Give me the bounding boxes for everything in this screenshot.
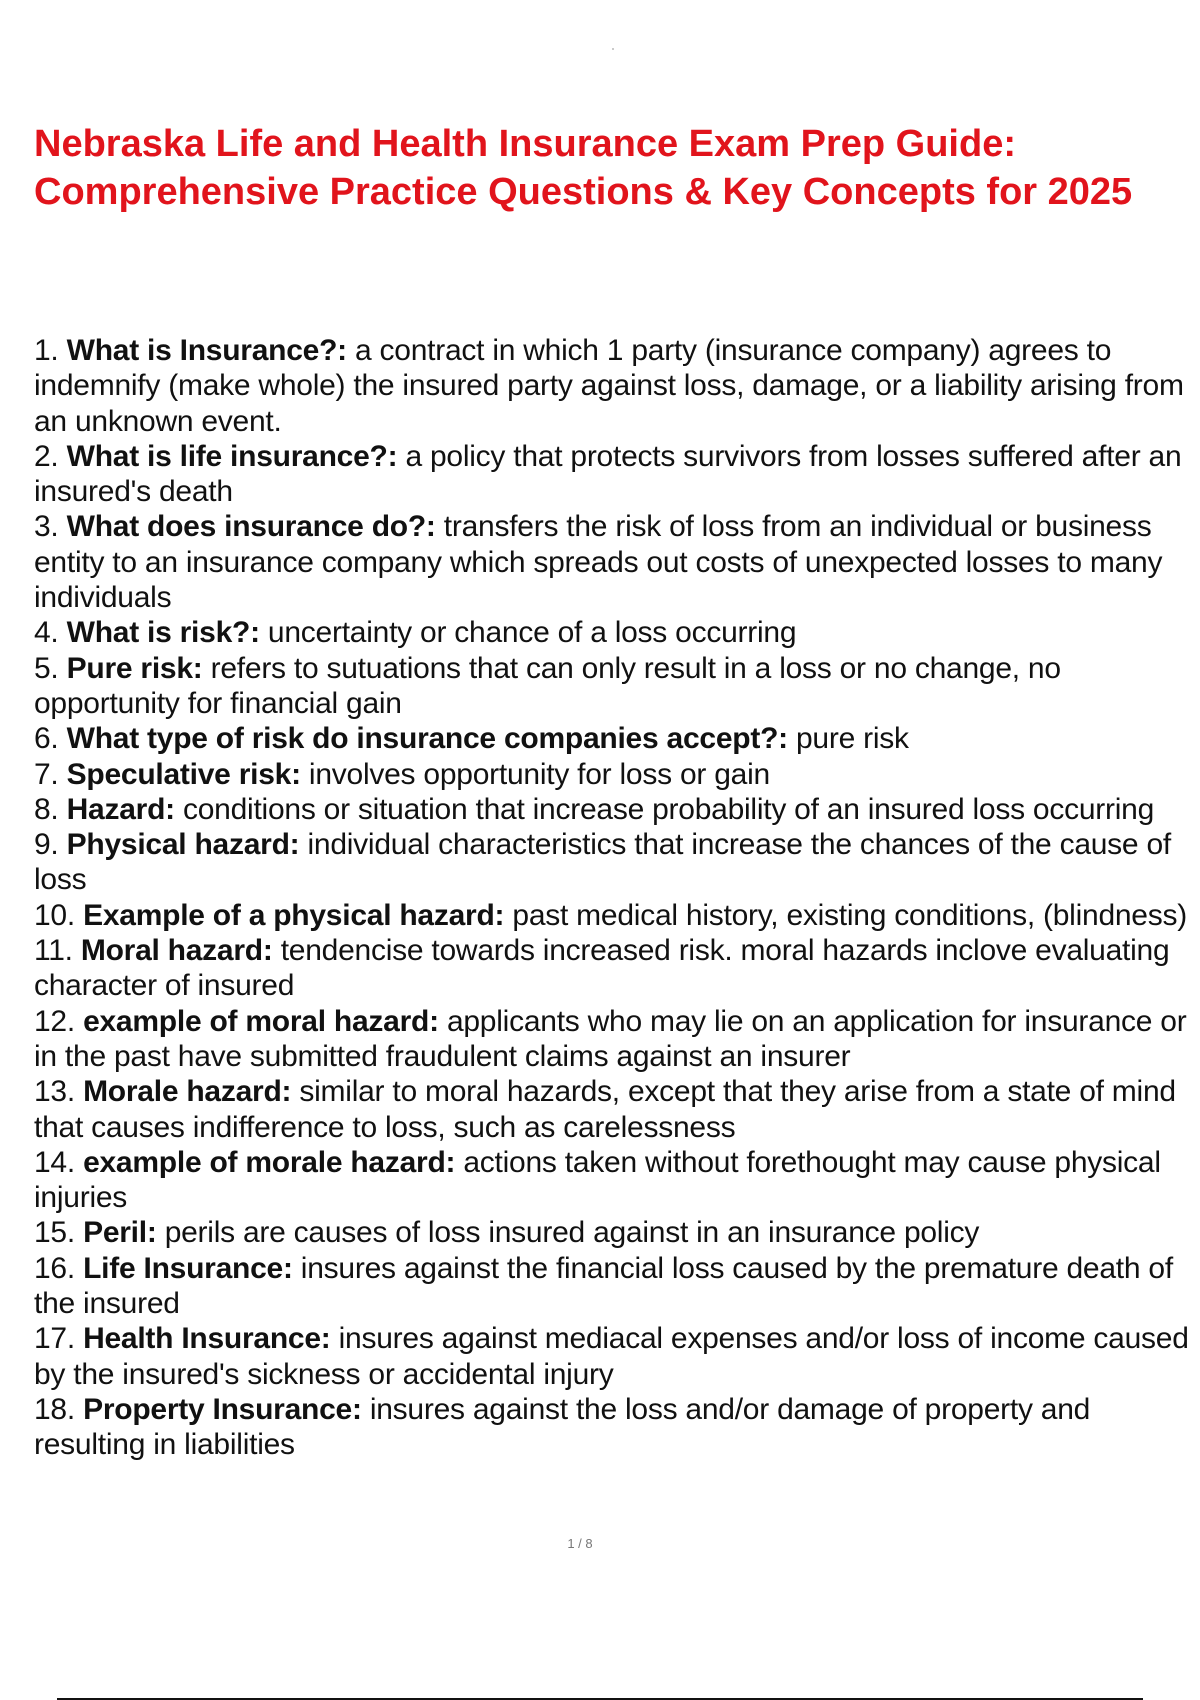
list-item	[34, 898, 1200, 933]
item-definition: perils are causes of loss insured against in an insurance policy	[164, 1216, 980, 1250]
item-term: Morale hazard:	[83, 1075, 292, 1109]
list-item	[34, 439, 1200, 510]
list-item	[34, 792, 1200, 827]
item-number: 8.	[34, 792, 59, 826]
item-definition: tendencise towards increased risk. moral hazards inclove evaluating character of insured	[34, 934, 1170, 1003]
item-term: What does insurance do?:	[66, 510, 436, 544]
list-item	[34, 651, 1200, 722]
list-item	[34, 1074, 1200, 1145]
item-number: 4.	[34, 616, 59, 650]
item-definition: uncertainty or chance of a loss occurring	[267, 616, 797, 650]
item-term: Speculative risk:	[66, 757, 301, 791]
item-number: 9.	[34, 828, 59, 862]
item-definition: individual characteristics that increase the chances of the cause of loss	[34, 828, 1171, 897]
list-item	[34, 933, 1200, 1004]
item-term: Hazard:	[66, 792, 175, 826]
item-definition: conditions or situation that increase probability of an insured loss occurring	[183, 792, 1155, 826]
item-number: 18.	[34, 1392, 75, 1426]
list-item	[34, 615, 1200, 650]
item-term: What type of risk do insurance companies accept?:	[66, 722, 788, 756]
item-definition: a contract in which 1 party (insurance company) agrees to indemnify (make whole) the insured party against loss, damage, or a liability arising from an unknown event.	[34, 334, 1184, 438]
item-definition: insures against the loss and/or damage of property and resulting in liabilities	[34, 1392, 1091, 1462]
item-definition: insures against the financial loss caused by the premature death of the insured	[34, 1251, 1173, 1321]
document-title: Nebraska Life and Health Insurance Exam Prep Guide: Comprehensive Practice Questions & Key Concepts for 2025	[34, 123, 1133, 213]
item-number: 10.	[34, 898, 75, 932]
item-term: Peril:	[83, 1216, 157, 1250]
list-item	[34, 827, 1200, 898]
list-item	[34, 721, 1200, 756]
item-term: What is life insurance?:	[66, 439, 398, 473]
list-item	[34, 757, 1200, 792]
item-number: 6.	[34, 722, 59, 756]
item-term: What is risk?:	[66, 616, 260, 650]
list-item	[34, 1392, 1200, 1463]
item-definition: involves opportunity for loss or gain	[308, 757, 770, 791]
item-definition: refers to sutuations that can only result in a loss or no change, no opportunity for financial gain	[34, 651, 1061, 720]
item-number: 16.	[34, 1251, 75, 1285]
item-term: Physical hazard:	[66, 828, 300, 862]
list-item	[34, 1215, 1200, 1250]
item-number: 5.	[34, 651, 59, 685]
item-definition: past medical history, existing conditions, (blindness)	[512, 898, 1187, 932]
item-number: 15.	[34, 1216, 75, 1250]
item-definition: a policy that protects survivors from losses suffered after an insured's death	[34, 439, 1182, 509]
item-number: 2.	[34, 439, 59, 473]
item-number: 3.	[34, 510, 59, 544]
item-number: 12.	[34, 1004, 75, 1038]
list-item	[34, 333, 1200, 439]
item-definition: actions taken without forethought may cause physical injuries	[34, 1145, 1161, 1215]
item-number: 17.	[34, 1322, 75, 1356]
list-item	[34, 1004, 1200, 1075]
item-term: Life Insurance:	[83, 1251, 293, 1285]
item-term: example of morale hazard:	[83, 1145, 456, 1179]
page-top-mark	[612, 48, 614, 50]
item-term: What is Insurance?:	[66, 334, 347, 367]
item-number: 14.	[34, 1145, 75, 1179]
item-definition: similar to moral hazards, except that they arise from a state of mind that causes indifference to loss, such as carelessness	[34, 1075, 1176, 1144]
list-item	[34, 1145, 1200, 1216]
item-definition: insures against mediacal expenses and/or loss of income caused by the insured's sickness or accidental injury	[34, 1322, 1189, 1391]
item-number: 1.	[34, 334, 59, 367]
page-indicator: 1 / 8	[567, 1536, 593, 1551]
item-term: Example of a physical hazard:	[83, 898, 505, 932]
item-definition: transfers the risk of loss from an individual or business entity to an insurance company which spreads out costs of unexpected losses to many individuals	[34, 510, 1163, 615]
item-term: example of moral hazard:	[83, 1004, 439, 1038]
item-definition: pure risk	[795, 722, 909, 756]
item-number: 13.	[34, 1075, 75, 1109]
item-term: Moral hazard:	[80, 934, 273, 968]
list-item	[34, 1251, 1200, 1322]
item-term: Health Insurance:	[83, 1322, 331, 1356]
list-item	[34, 1321, 1200, 1392]
question-list	[34, 333, 1200, 1463]
item-number: 11.	[34, 934, 73, 968]
item-definition: applicants who may lie on an application for insurance or in the past have submitted fraudulent claims against an insurer	[34, 1004, 1187, 1073]
item-number: 7.	[34, 757, 59, 791]
list-item	[34, 509, 1200, 615]
item-term: Property Insurance:	[83, 1392, 362, 1426]
item-term: Pure risk:	[66, 651, 203, 685]
